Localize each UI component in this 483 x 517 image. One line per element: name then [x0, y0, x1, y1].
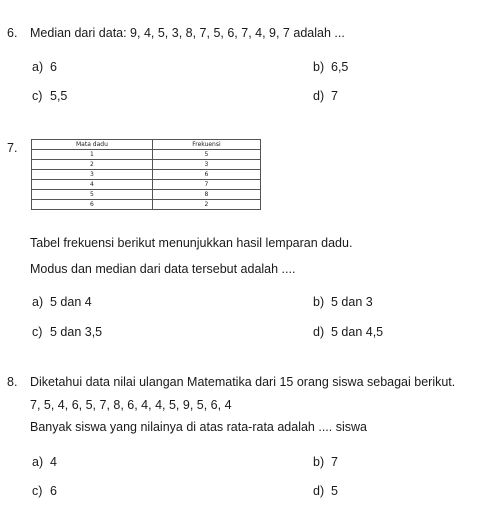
q6-option-a: 6: [50, 60, 57, 74]
q7-option-d: 5 dan 4,5: [331, 325, 384, 339]
q6-option-b: 6,5: [331, 60, 349, 74]
table-cell: 6: [152, 170, 260, 180]
table-cell: 4: [32, 180, 153, 190]
table-cell: 2: [152, 200, 260, 210]
frequency-table: [31, 139, 261, 210]
q6-text: Median dari data: 9, 4, 5, 3, 8, 7, 5, 6, 7, 4, 9, 7 adalah ...: [30, 26, 345, 40]
table-row: [32, 190, 261, 200]
q7-option-b: 5 dan 3: [331, 295, 373, 309]
q6-option-c: 5,5: [50, 89, 68, 103]
table-cell: 3: [32, 170, 153, 180]
q7-option-a: 5 dan 4: [50, 295, 92, 309]
table-header-frekuensi: Frekuensi: [152, 140, 260, 150]
q8-option-b-label: b): [313, 455, 325, 469]
q7-option-b-label: b): [313, 295, 325, 309]
table-cell: 6: [32, 200, 153, 210]
table-row: [32, 200, 261, 210]
q8-option-c: 6: [50, 484, 57, 498]
q6-option-d: 7: [331, 89, 338, 103]
q6-option-c-label: c): [32, 89, 43, 103]
q6-option-a-label: a): [32, 60, 44, 74]
q6-number: 6.: [7, 26, 18, 40]
table-cell: 8: [152, 190, 260, 200]
table-cell: 1: [32, 150, 153, 160]
q8-option-a: 4: [50, 455, 57, 469]
table-row: [32, 170, 261, 180]
q7-option-c: 5 dan 3,5: [50, 325, 103, 339]
table-cell: 5: [152, 150, 260, 160]
q7-number: 7.: [7, 141, 18, 155]
q8-number: 8.: [7, 375, 18, 389]
q8-option-b: 7: [331, 455, 338, 469]
q8-option-a-label: a): [32, 455, 44, 469]
table-cell: 5: [32, 190, 153, 200]
q8-text-1: Diketahui data nilai ulangan Matematika dari 15 orang siswa sebagai berikut.: [30, 375, 456, 389]
q7-option-c-label: c): [32, 325, 43, 339]
q6-option-d-label: d): [313, 89, 325, 103]
q6-option-b-label: b): [313, 60, 325, 74]
q8-option-d: 5: [331, 484, 338, 498]
q8-option-c-label: c): [32, 484, 43, 498]
table-row: [32, 150, 261, 160]
table-cell: 2: [32, 160, 153, 170]
q7-option-d-label: d): [313, 325, 325, 339]
table-cell: 7: [152, 180, 260, 190]
table-row: [32, 180, 261, 190]
q7-option-a-label: a): [32, 295, 44, 309]
q8-text-3: Banyak siswa yang nilainya di atas rata-rata adalah .... siswa: [30, 420, 367, 434]
q8-data-list: 7, 5, 4, 6, 5, 7, 8, 6, 4, 4, 5, 9, 5, 6, 4: [30, 398, 232, 412]
table-row: [32, 160, 261, 170]
table-header-mata-dadu: Mata dadu: [32, 140, 153, 150]
q7-text-2: Modus dan median dari data tersebut adalah ....: [30, 262, 296, 276]
q7-text-1: Tabel frekuensi berikut menunjukkan hasil lemparan dadu.: [30, 236, 353, 250]
table-cell: 3: [152, 160, 260, 170]
q8-option-d-label: d): [313, 484, 325, 498]
table-header-row: [32, 140, 261, 150]
